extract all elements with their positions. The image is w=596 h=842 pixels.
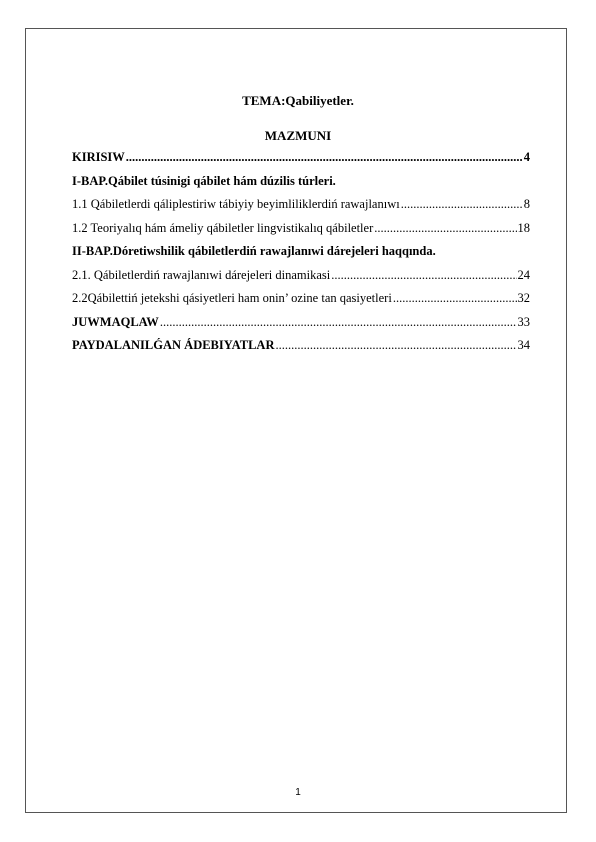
toc-entry-2-1[interactable] [72, 268, 530, 292]
toc-entry-page: 24 [517, 267, 530, 282]
toc-chapter-1[interactable] [72, 174, 530, 198]
toc-leader-dots [160, 315, 517, 330]
toc-leader-dots [374, 221, 516, 236]
toc-entry-label: JUWMAQLAW [72, 314, 159, 329]
page-number: 1 [295, 787, 301, 798]
page-border [25, 28, 567, 813]
toc-entry-label: 2.1. Qábiletlerdiń rawajlanıwi dárejeleri dinamikasi [72, 267, 331, 282]
toc-entry-page: 4 [523, 150, 530, 164]
toc-entry-page: 33 [517, 314, 530, 329]
toc-entry-1-2[interactable] [72, 221, 530, 245]
toc-leader-dots [393, 291, 517, 306]
table-of-contents [72, 150, 530, 362]
toc-entry-label: I-BAP.Qábilet túsinigi qábilet hám dúzilis túrleri. [72, 173, 336, 188]
toc-entry-1-1[interactable] [72, 197, 530, 221]
contents-heading: MAZMUNI [264, 128, 332, 143]
toc-entry-conclusion[interactable] [72, 315, 530, 339]
toc-entry-page: 34 [517, 338, 530, 352]
toc-entry-label: 1.2 Teoriyalıq hám ámeliy qábiletler lingvistikalıq qábiletler [72, 220, 374, 235]
toc-chapter-2[interactable] [72, 244, 530, 268]
toc-entry-label: 2.2Qábilettiń jetekshi qásiyetleri ham onin’ ozine tan qasiyetleri [72, 291, 392, 305]
toc-leader-dots [275, 338, 516, 353]
toc-entry-page: 18 [517, 220, 530, 235]
toc-entry-label: 1.1 Qábiletlerdi qáliplestiriw tábiyiy beyimliliklerdiń rawajlanıwı [72, 197, 400, 211]
toc-entry-references[interactable] [72, 338, 530, 362]
toc-entry-2-2[interactable] [72, 291, 530, 315]
toc-entry-label: KIRISIW [72, 150, 125, 164]
toc-leader-dots [401, 197, 523, 212]
toc-leader-dots [331, 268, 516, 283]
document-title: TEMA:Qabiliyetler. [242, 93, 354, 108]
toc-leader-dots [126, 150, 523, 165]
toc-entry-introduction[interactable] [72, 150, 530, 174]
toc-entry-label: PAYDALANILǴAN ÁDEBIYATLAR [72, 338, 275, 352]
toc-entry-page: 32 [517, 291, 530, 305]
toc-entry-label: II-BAP.Dóretiwshilik qábiletlerdiń rawajlanıwi dárejeleri haqqında. [72, 244, 436, 258]
toc-entry-page: 8 [523, 197, 530, 211]
